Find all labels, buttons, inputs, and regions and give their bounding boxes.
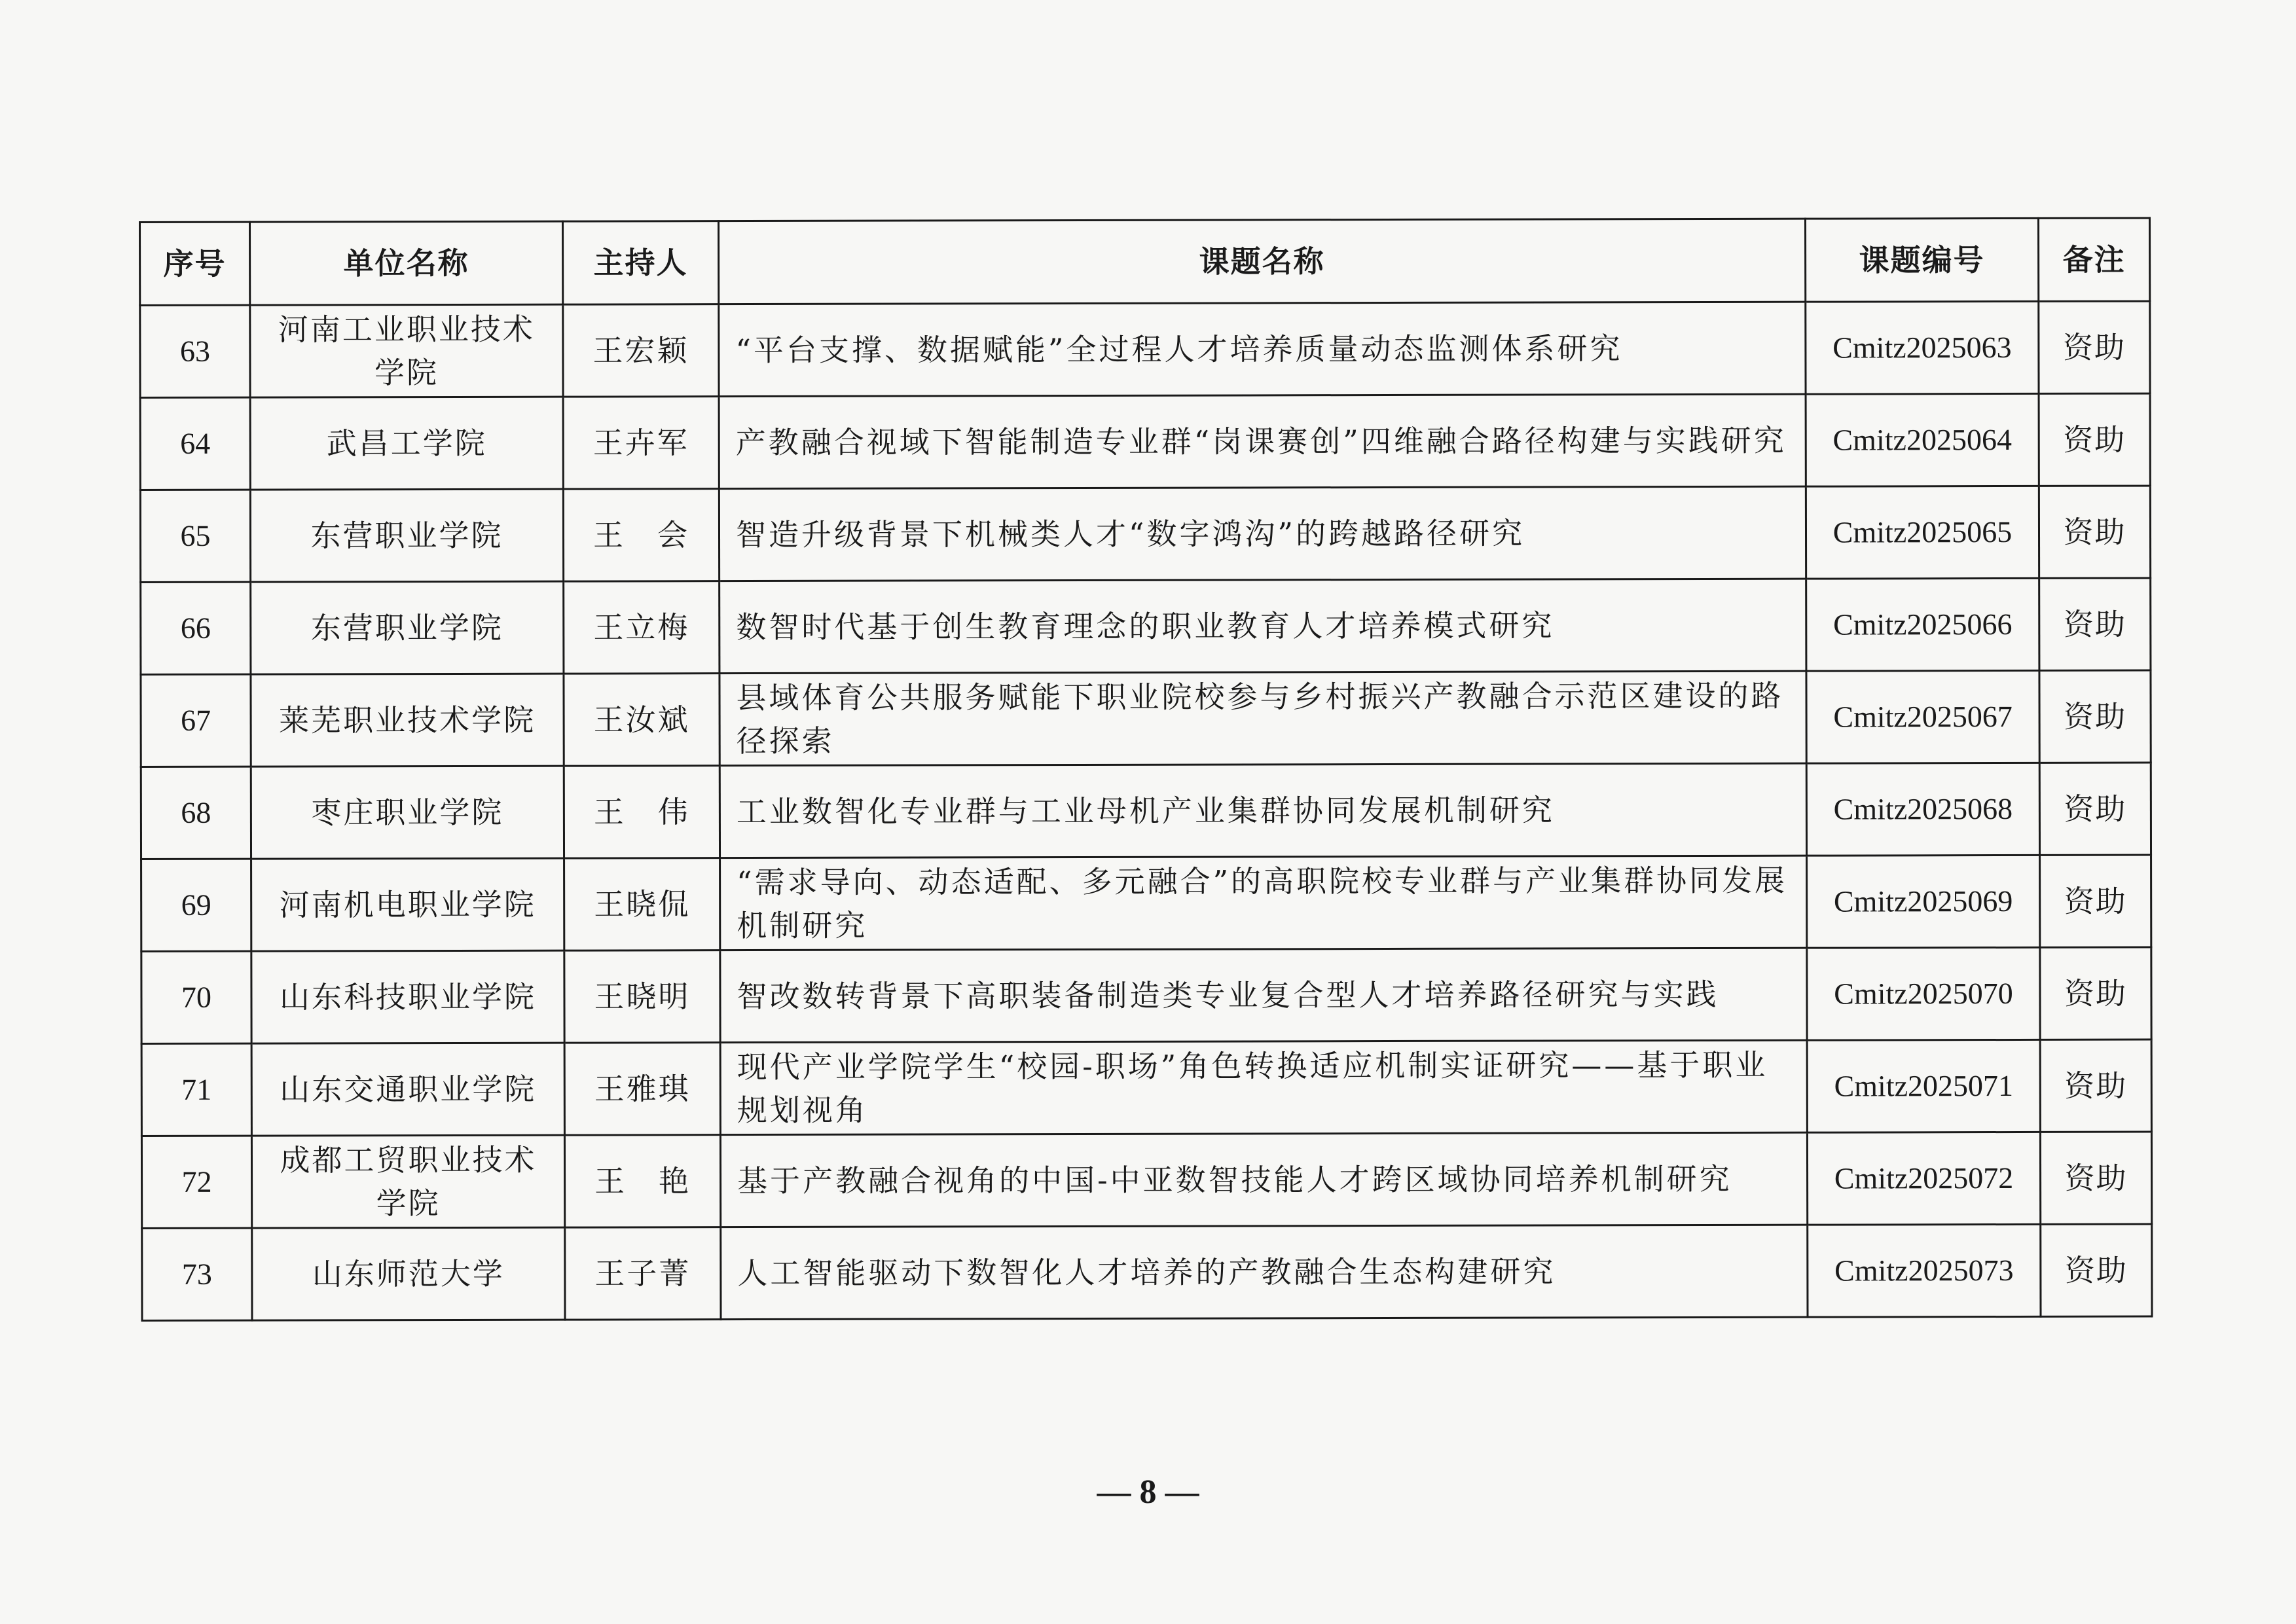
- table-row: [141, 578, 2151, 674]
- cell-title: “平台支撑、数据赋能”全过程人才培养质量动态监测体系研究: [719, 302, 1806, 396]
- cell-code: Cmitz2025068: [1806, 763, 2039, 856]
- cell-host: 王 伟: [564, 766, 720, 858]
- table-row: [140, 301, 2150, 397]
- cell-title: 基于产教融合视角的中国-中亚数智技能人才跨区域协同培养机制研究: [720, 1132, 1807, 1227]
- cell-num: 68: [141, 767, 251, 859]
- cell-host: 王汝斌: [564, 674, 720, 766]
- cell-code: Cmitz2025071: [1807, 1039, 2040, 1132]
- cell-title: 产教融合视域下智能制造专业群“岗课赛创”四维融合路径构建与实践研究: [719, 394, 1806, 488]
- cell-note: 资助: [2039, 301, 2150, 393]
- table-header-row: [140, 218, 2150, 305]
- cell-code: Cmitz2025072: [1807, 1132, 2040, 1225]
- header-org: 单位名称: [250, 221, 563, 305]
- cell-num: 67: [141, 674, 251, 767]
- cell-code: Cmitz2025067: [1806, 670, 2039, 763]
- cell-host: 王卉军: [563, 397, 719, 489]
- cell-num: 65: [140, 490, 250, 582]
- cell-num: 64: [140, 397, 250, 490]
- cell-note: 资助: [2040, 1039, 2151, 1132]
- cell-title: 人工智能驱动下数智化人才培养的产教融合生态构建研究: [721, 1225, 1808, 1319]
- cell-code: Cmitz2025064: [1806, 393, 2039, 486]
- cell-org: 枣庄职业学院: [251, 766, 564, 859]
- cell-org: 河南机电职业学院: [251, 858, 564, 951]
- cell-title: 现代产业学院学生“校园-职场”角色转换适应机制实证研究——基于职业规划视角: [720, 1040, 1807, 1134]
- table-row: [140, 393, 2150, 490]
- cell-note: 资助: [2040, 1132, 2151, 1224]
- table-row: [141, 670, 2151, 767]
- cell-code: Cmitz2025066: [1806, 578, 2039, 671]
- cell-org: 武昌工学院: [250, 397, 563, 490]
- cell-org: 东营职业学院: [251, 581, 564, 674]
- table-row: [141, 855, 2151, 951]
- table-row: [141, 947, 2151, 1043]
- cell-num: 71: [141, 1043, 251, 1136]
- header-host: 主持人: [563, 221, 719, 304]
- cell-num: 72: [141, 1136, 251, 1228]
- cell-code: Cmitz2025065: [1806, 486, 2039, 579]
- table-row: [140, 486, 2150, 582]
- table-row: [141, 1132, 2151, 1228]
- cell-num: 73: [142, 1228, 252, 1320]
- table-body: [140, 301, 2152, 1320]
- cell-org: 河南工业职业技术学院: [250, 304, 563, 397]
- cell-org: 东营职业学院: [250, 489, 563, 582]
- cell-code: Cmitz2025073: [1808, 1224, 2041, 1317]
- table-row: [142, 1224, 2152, 1320]
- header-code: 课题编号: [1805, 218, 2038, 302]
- cell-host: 王 会: [563, 489, 719, 581]
- cell-title: 工业数智化专业群与工业母机产业集群协同发展机制研究: [720, 763, 1806, 857]
- cell-code: Cmitz2025069: [1807, 855, 2040, 948]
- cell-org: 莱芜职业技术学院: [251, 674, 564, 767]
- header-num: 序号: [140, 222, 250, 305]
- cell-title: “需求导向、动态适配、多元融合”的高职院校专业群与产业集群协同发展机制研究: [720, 856, 1807, 950]
- table-row: [141, 763, 2151, 859]
- header-title: 课题名称: [719, 219, 1806, 304]
- cell-code: Cmitz2025070: [1807, 947, 2040, 1040]
- cell-org: 成都工贸职业技术学院: [251, 1135, 564, 1228]
- cell-host: 王 艳: [564, 1135, 720, 1227]
- cell-host: 王立梅: [564, 581, 720, 674]
- cell-org: 山东师范大学: [252, 1227, 565, 1320]
- cell-note: 资助: [2039, 393, 2150, 486]
- cell-note: 资助: [2039, 670, 2151, 763]
- cell-host: 王晓侃: [564, 858, 720, 950]
- cell-num: 69: [141, 859, 251, 951]
- cell-num: 63: [140, 305, 250, 397]
- cell-title: 数智时代基于创生教育理念的职业教育人才培养模式研究: [720, 579, 1806, 673]
- table-row: [141, 1039, 2151, 1136]
- cell-note: 资助: [2040, 947, 2151, 1039]
- cell-host: 王雅琪: [564, 1043, 720, 1135]
- page-number: — 8 —: [1097, 1473, 1199, 1511]
- cell-note: 资助: [2039, 763, 2151, 855]
- cell-host: 王晓明: [564, 950, 720, 1043]
- cell-title: 智造升级背景下机械类人才“数字鸿沟”的跨越路径研究: [719, 486, 1806, 581]
- cell-code: Cmitz2025063: [1806, 301, 2039, 394]
- cell-org: 山东科技职业学院: [251, 950, 564, 1043]
- cell-note: 资助: [2039, 578, 2151, 670]
- header-note: 备注: [2038, 218, 2149, 301]
- cell-title: 智改数转背景下高职装备制造类专业复合型人才培养路径研究与实践: [720, 948, 1807, 1042]
- cell-num: 66: [141, 582, 251, 674]
- cell-host: 王宏颖: [563, 304, 719, 397]
- cell-title: 县域体育公共服务赋能下职业院校参与乡村振兴产教融合示范区建设的路径探索: [720, 671, 1806, 765]
- cell-num: 70: [141, 951, 251, 1043]
- cell-host: 王子菁: [565, 1227, 721, 1320]
- cell-note: 资助: [2039, 486, 2150, 578]
- cell-note: 资助: [2041, 1224, 2152, 1316]
- project-table: [139, 217, 2153, 1322]
- cell-note: 资助: [2040, 855, 2151, 947]
- cell-org: 山东交通职业学院: [251, 1043, 564, 1136]
